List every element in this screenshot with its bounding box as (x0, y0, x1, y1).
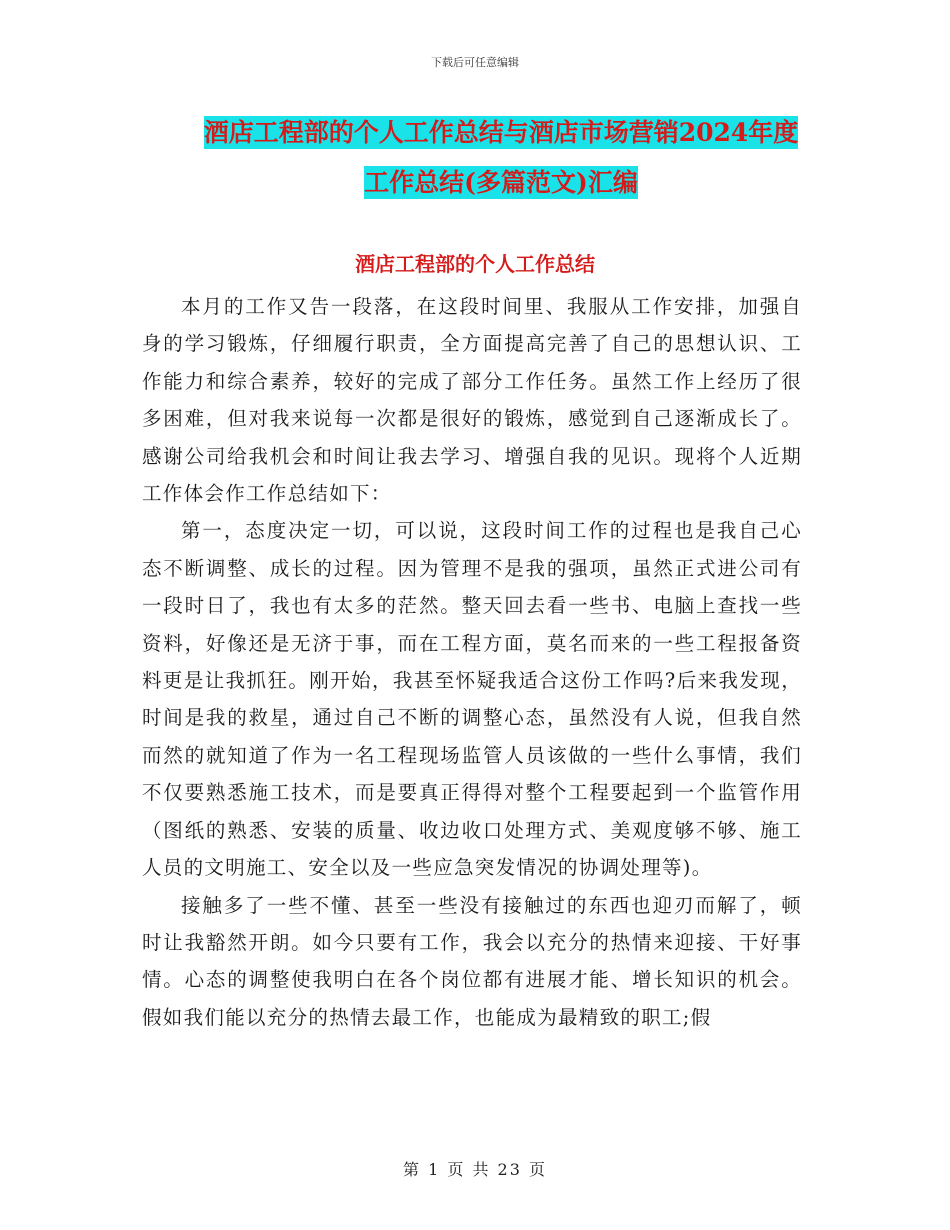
paragraph-1: 本月的工作又告一段落，在这段时间里、我服从工作安排，加强自身的学习锻炼，仔细履行职责，全方面提高完善了自己的思想认识、工作能力和综合素养，较好的完成了部分工作任务。虽然工作上经历了很多困难，但对我来说每一次都是很好的锻炼，感觉到自己逐渐成长了。感谢公司给我机会和时间让我去学习、增强自我的见识。现将个人近期工作体会作工作总结如下： (142, 295, 802, 506)
document-title-line-1: 酒店工程部的个人工作总结与酒店市场营销2024年度 (203, 118, 799, 147)
page-indicator: 第 1 页 共 23 页 (403, 1160, 547, 1179)
document-title-line-2: 工作总结(多篇范文)汇编 (364, 168, 638, 197)
body-text (142, 288, 802, 1036)
document-title (186, 108, 816, 208)
paragraph-2: 第一，态度决定一切，可以说，这段时间工作的过程也是我自己心态不断调整、成长的过程。因为管理不是我的强项，虽然正式进公司有一段时日了，我也有太多的茫然。整天回去看一些书、电脑上查找一些资料，好像还是无济于事，而在工程方面，莫名而来的一些工程报备资料更是让我抓狂。刚开始，我甚至怀疑我适合这份工作吗?后来我发现，时间是我的救星，通过自己不断的调整心态，虽然没有人说，但我自然而然的就知道了作为一名工程现场监管人员该做的一些什么事情，我们不仅要熟悉施工技术，而是要真正得得对整个工程要起到一个监管作用（图纸的熟悉、安装的质量、收边收口处理方式、美观度够不够、施工人员的文明施工、安全以及一些应急突发情况的协调处理等)。 (142, 519, 802, 880)
section-title: 酒店工程部的个人工作总结 (355, 252, 595, 276)
header-note: 下载后可任意编辑 (431, 56, 519, 69)
paragraph-3: 接触多了一些不懂、甚至一些没有接触过的东西也迎刃而解了，顿时让我豁然开朗。如今只要有工作，我会以充分的热情来迎接、干好事情。心态的调整使我明白在各个岗位都有进展才能、增长知识的机会。假如我们能以充分的热情去最工作，也能成为最精致的职工;假 (142, 893, 802, 1029)
